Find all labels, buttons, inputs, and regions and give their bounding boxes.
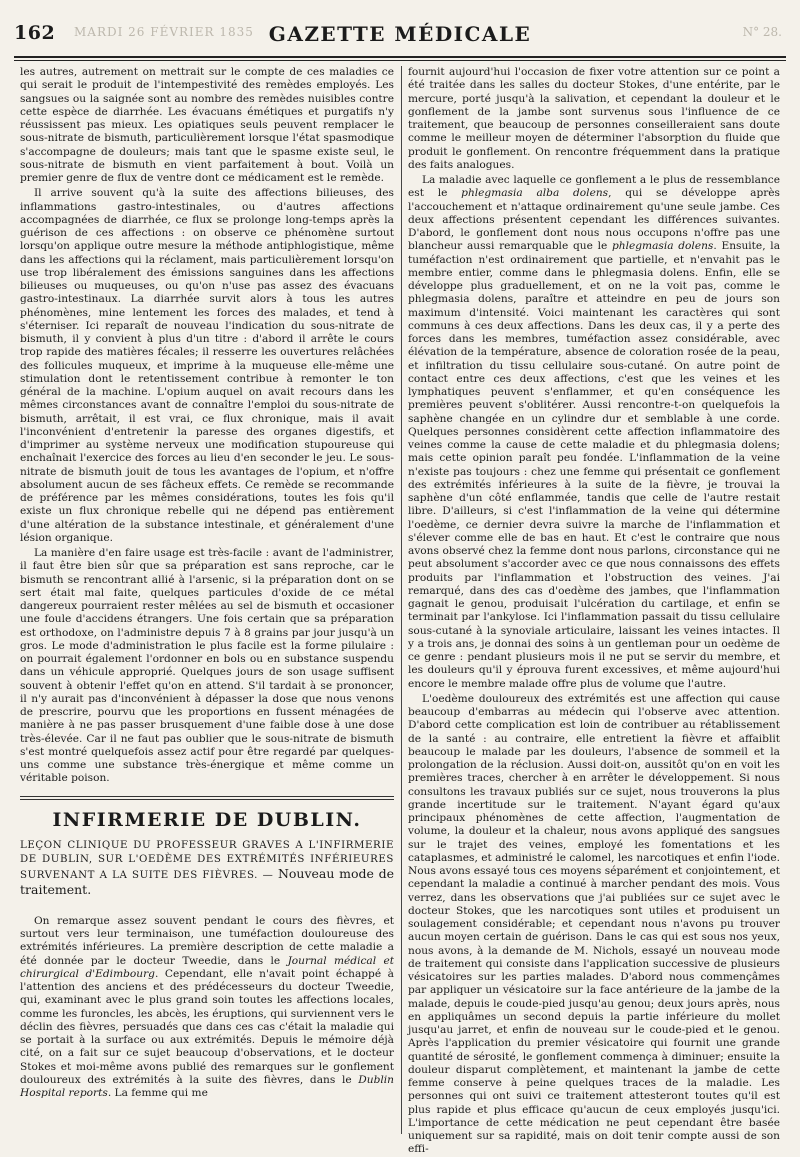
lecture-heading-text: LEÇON CLINIQUE DU PROFESSEUR GRAVES A L'INFIRMERIE DE DUBLIN, SUR L'OEDÈME DES EXTRÉMITÉS INFÉRIEURES SURVENANT A LA SUITE DES FIÈVRES. — [20,839,394,881]
left-column [20,66,394,1138]
text-run: , qui se développe après l'accouchement et n'attaque ordinairement qu'une seule jambe. Ces deux affections présentent cependant les différences suivantes. D'abord, le gonflement dont nous nous occupons n'offre pas une blancheur aussi remarquable que le [408,187,780,253]
paragraph: fournit aujourd'hui l'occasion de fixer votre attention sur ce point a été traitée dans les salles du docteur Stokes, d'une entérite, par le mercure, porté jusqu'à la salivation, et cependant la douleur et le gonflement de la jambe sont survenus sous l'influence de ce traitement, que beaucoup de personnes conseilleraient sans doute comme le meilleur moyen de déterminer l'absorption du fluide que produit le gonflement. On rencontre fréquemment dans la pratique des faits analogues. [408,66,780,171]
right-column [408,66,781,1156]
paragraph: Il arrive souvent qu'à la suite des affections bilieuses, des inflammations gastro-intestinales, ou d'autres affections accompagnées de diarrhée, ce flux se prolonge long-temps après la guérison de ces affections : on observe ce phénomène surtout lorsqu'on applique outre mesure la méthode antiphlogistique, même dans les affections qui la réclament, mais particulièrement lorsqu'on use trop libéralement des émissions sanguines dans les affections bilieuses ou muqueuses, ou qu'on n'use pas assez des évacuans gastro-intestinaux. La diarrhée survit alors à tous les autres phénomènes, mine lentement les forces des malades, et tend à s'éterniser. Ici reparaît de nouveau l'indication du sous-nitrate de bismuth, il y convient à plus d'un titre : d'abord il arrête le cours trop rapide des matières fécales; il resserre les ouvertures relâchées des follicules muqueux, et imprime à la muqueuse elle-même une stimulation dont le retentissement contribue à remonter le ton général de la machine. L'opium auquel on avait recours dans les mêmes circonstances avant de connaître l'emploi du sous-nitrate de bismuth, arrêtait, il est vrai, ce flux chronique, mais il avait l'inconvénient d'entretenir la paresse des organes digestifs, et d'imprimer au système nerveux une modification stupoureuse qui enchaînait l'exercice des forces au lieu d'en seconder le jeu. Le sous-nitrate de bismuth jouit de tous les avantages de l'opium, et n'offre absolument aucun de ses fâcheux effets. Ce remède se recommande de préférence par les mêmes considérations, toutes les fois qu'il existe un flux chronique rebelle qui ne dépend pas entièrement d'une altération de la substance intestinale, et généralement d'une lésion organique. [20,187,394,544]
paragraph [20,915,394,1101]
paragraph: les autres, autrement on mettrait sur le compte de ces maladies ce qui serait le produit de l'intempestivité des remèdes employés. Les sangsues ou la saignée sont au nombre des remèdes nuisibles contre cette espèce de diarrhée. Les évacuans émétiques et purgatifs n'y réussissent pas mieux. Les opiatiques seuls peuvent remplacer le sous-nitrate de bismuth, particulièrement lorsque l'état spasmodique s'accompagne de douleurs; mais tant que le spasme existe seul, le sous-nitrate de bismuth en vient parfaitement à bout. Voilà un premier genre de flux de ventre dont ce médicament est le remède. [20,66,394,184]
paragraph: L'oedème douloureux des extrémités est une affection qui cause beaucoup d'embarras au médecin qui l'observe avec attention. D'abord cette complication est loin de contribuer au rétablissement de la santé : au contraire, elle entretient la fièvre et affaiblit beaucoup le malade par les douleurs, l'absence de sommeil et la prolongation de la réclusion. Aussi doit-on, aussitôt qu'on en voit les premières traces, chercher à en arrêter le développement. Si nous consultons les travaux publiés sur ce sujet, nous trouverons la plus grande incertitude sur le traitement. N'ayant égard qu'aux principaux phénomènes de cette affection, l'augmentation de volume, la douleur et la chaleur, nous avons appliqué des sangsues sur le trajet des veines, employé les fomentations et les cataplasmes, et administré le calomel, les narcotiques et enfin l'iode. Nous avons essayé tous ces moyens séparément et conjointement, et cependant la maladie a continué à marcher pendant des mois. Vous verrez, dans les observations que j'ai publiées sur ce sujet avec le docteur Stokes, que les narcotiques sont utiles et produisent un soulagement considérable; et cependant nous n'avons pu trouver aucun moyen certain de guérison. Dans le cas qui est sous nos yeux, nous avons, à la demande de M. Nichols, essayé un nouveau mode de traitement qui consiste dans l'application successive de plusieurs vésicatoires sur les parties malades. D'abord nous commençâmes par appliquer un vésicatoire sur la face antérieure de la jambe de la malade, depuis le coude-pied jusqu'au genou; deux jours après, nous en appliquâmes un second depuis la partie inférieure du mollet jusqu'au jarret, et enfin de nouveau sur le coude-pied et le genou. Après l'application du premier vésicatoire qui fournit une grande quantité de sérosité, le gonflement commença à diminuer; ensuite la douleur disparut complètement, et maintenant la jambe de cette femme conserve à peine quelques traces de la maladie. Les personnes qui ont suivi ce traitement attesteront toutes qu'il est plus rapide et plus efficace qu'aucun de ceux employés jusqu'ici. L'importance de cette médication ne peut cependant être basée uniquement sur sa rapidité, mais on doit tenir compte aussi de son effi- [408,692,780,1156]
header-rule [14,56,786,58]
paragraph [408,174,780,691]
text-run: . La femme qui me [107,1087,208,1099]
lecture-subtitle: Nouveau mode de traitement. [20,865,394,897]
text-run: On remarque assez souvent pendant le cours des fièvres, et surtout vers leur terminaison, une tuméfaction douloureuse des extrémités inférieures. La première description de cette maladie a été donnée par le docteur Tweedie, dans le [20,914,394,967]
term: phlegmasia dolens [611,240,714,253]
header-rule-thin [14,60,786,61]
lecture-heading [20,839,394,899]
paragraph: La manière d'en faire usage est très-facile : avant de l'administrer, il faut être bien sûr que sa préparation est sans reproche, car le bismuth se rencontrant allié à l'arsenic, si la préparation dont on se sert était mal faite, quelques particules d'oxide de ce métal dangereux pourraient rester mêlées au sel de bismuth et occasioner une foule d'accidens étrangers. Une fois certain que sa préparation est orthodoxe, on l'administre depuis 7 à 8 grains par jour jusqu'à un gros. Le mode d'administration le plus facile est la forme pilulaire : on pourrait également l'ordonner en bols ou en substance suspendu dans un véhicule approprié. Quelques jours de son usage suffisent souvent à obtenir l'effet qu'on en attend. S'il tardait à se prononcer, il n'y aurait pas d'inconvénient à dépasser la dose que nous venons de prescrire, pourvu que les proportions en fussent ménagées de manière à ne pas passer brusquement d'une faible dose à une dose très-élevée. Car il ne faut pas oublier que le sous-nitrate de bismuth s'est montré quelquefois assez actif pour être regardé par quelques-uns comme une substance très-énergique et même comme un véritable poison. [20,547,394,785]
section-divider [20,796,394,797]
page-number: 162 [14,22,56,44]
journal-title: Dublin Hospital reports [20,1073,394,1099]
journal-title: Journal médical et chirurgical d'Edimbourg [20,954,394,980]
text-run: . Ensuite, la tuméfaction n'est ordinairement que partielle, et n'envahit pas le membre entier, comme dans le phlegmasia dolens. Enfin, elle se développe plus graduellement, et on ne la voit pas, comme le phlegmasia dolens, paraître et atteindre en peu de jours son maximum d'intensité. Voici maintenant les caractères qui sont communs à ces deux affections. Dans les deux cas, il y a perte des forces dans les membres, tuméfaction assez considérable, avec élévation de la température, absence de coloration rosée de la peau, et infiltration du tissu cellulaire sous-cutané. On autre point de contact entre ces deux affections, c'est que les veines et les lymphatiques peuvent s'enflammer, et qu'en conséquence les premières peuvent s'oblitérer. Aussi rencontre-t-on quelquefois la saphène changée en un cylindre dur et semblable à une corde. Quelques personnes considèrent cette affection inflammatoire des veines comme la cause de cette maladie et du phlegmasia dolens; mais cette opinion paraît peu fondée. L'inflammation de la veine n'existe pas toujours : chez une femme qui présentait ce gonflement des extrémités inférieures à la suite de la fièvre, je trouvai la saphène d'un côté enflammée, tandis que celle de l'autre restait libre. D'ailleurs, si c'est l'inflammation de la veine qui détermine l'oedème, ce dernier devra suivre la marche de l'inflammation et s'élever comme elle de bas en haut. Et c'est le contraire que nous avons observé chez la femme dont nous parlons, circonstance qui ne peut absolument s'accorder avec ce que nous connaissons des effets produits par l'inflammation et l'obstruction des veines. J'ai remarqué, dans des cas d'oedème des jambes, que l'inflammation gagnait le genou, produisait l'ulcération du cartilage, et enfin se terminait par l'ankylose. Ici l'inflammation passait du tissu cellulaire sous-cutané à la synoviale articulaire, laissant les veines intactes. Il y a trois ans, je donnai des soins à un gentleman pour un oedème de ce genre : pendant plusieurs mois il ne put se servir du membre, et les douleurs qu'il y éprouva furent excessives, et même aujourd'hui encore le membre malade offre plus de volume que l'autre. [408,240,781,690]
section-divider [20,799,394,800]
text-run: La maladie avec laquelle ce gonflement a le plus de ressemblance est le [408,174,780,200]
page-header [14,18,786,52]
section-title: INFIRMERIE DE DUBLIN. [52,808,362,831]
term: phlegmasia alba dolens [461,187,609,200]
text-run: . Cependant, elle n'avait point échappé à l'attention des anciens et des prédécesseurs du docteur Tweedie, qui, examinant avec le plus grand soin toutes les affections locales, comme les furoncles, les abcès, les éruptions, qui surviennent vers le déclin des fièvres, persuadés que dans ces cas c'était la maladie qui se portait à la surface ou aux extrémités. Depuis le mémoire déjà cité, on a fait sur ce sujet beaucoup d'observations, et le docteur Stokes et moi-même avons publié des remarques sur le gonflement douloureux des extrémités à la suite des fièvres, dans le [20,967,394,1086]
show-through-number: N° 28. [742,25,782,39]
show-through-text: MARDI 26 FÉVRIER 1835 [74,25,254,39]
column-rule [401,66,402,1134]
masthead: GAZETTE MÉDICALE [268,22,532,46]
